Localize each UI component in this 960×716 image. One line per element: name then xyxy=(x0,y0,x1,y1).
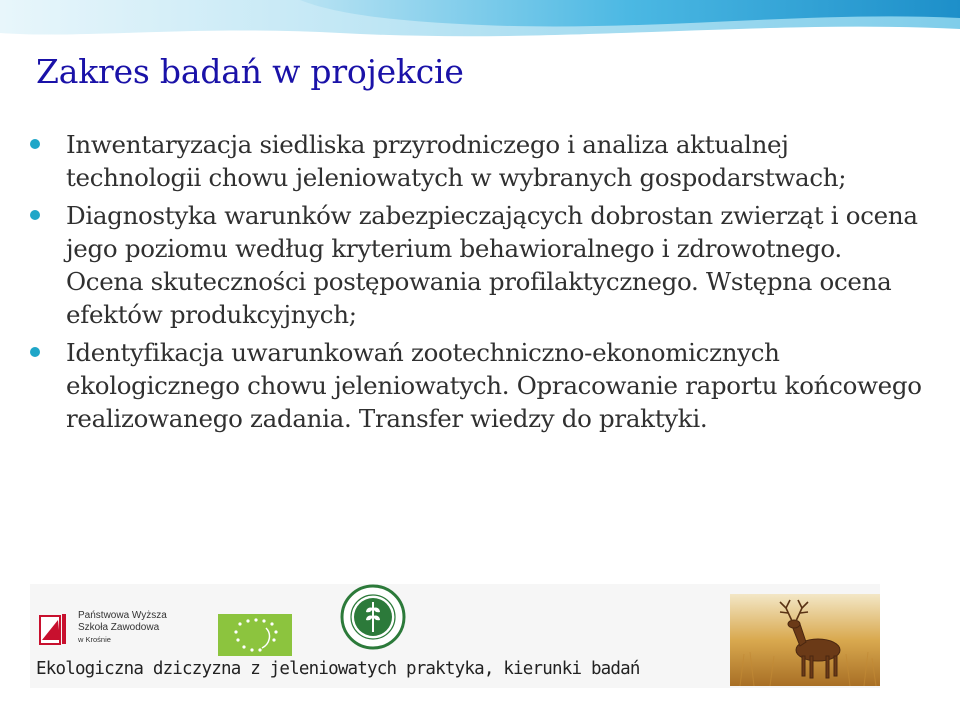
bullet-item xyxy=(26,336,926,435)
footer-caption: Ekologiczna dziczyzna z jeleniowatych praktyka, kierunki badań xyxy=(36,659,640,679)
university-name xyxy=(78,610,167,646)
slide-title: Zakres badań w projekcie xyxy=(36,52,464,91)
wheat-seal-icon xyxy=(340,584,406,650)
deer-photo xyxy=(730,594,880,686)
red-deer-illustration xyxy=(730,594,880,686)
bullet-dot-icon xyxy=(30,139,40,149)
university-name-line1: Państwowa Wyższa xyxy=(78,610,167,621)
bullet-text: Identyfikacja uwarunkowań zootechniczno-ekonomicznych ekologicznego chowu jeleniowatych. Opracowanie raportu końcowego realizowanego zadania. Transfer wiedzy do praktyki. xyxy=(66,338,922,433)
university-logo xyxy=(38,608,188,660)
eu-leaf-icon xyxy=(218,614,292,656)
bullet-text: Diagnostyka warunków zabezpieczających dobrostan zwierząt i ocena jego poziomu według kryterium behawioralnego i zdrowotnego. Ocena skuteczności postępowania profilaktycznego. Wstępna ocena efektów produkcyjnych; xyxy=(66,201,918,329)
organic-association-seal xyxy=(340,584,406,650)
university-name-line3: w Krośnie xyxy=(78,635,111,644)
bullet-list xyxy=(26,128,926,440)
bullet-text: Inwentaryzacja siedliska przyrodniczego i analiza aktualnej technologii chowu jeleniowatych w wybranych gospodarstwach; xyxy=(66,130,847,192)
university-name-line2: Szkoła Zawodowa xyxy=(78,622,160,633)
bullet-item xyxy=(26,199,926,331)
bullet-item xyxy=(26,128,926,194)
header-wave-band xyxy=(0,0,960,58)
eu-organic-leaf-logo xyxy=(218,614,292,656)
bullet-dot-icon xyxy=(30,347,40,357)
wave-decoration xyxy=(0,0,960,58)
bullet-dot-icon xyxy=(30,210,40,220)
university-emblem-icon xyxy=(38,610,72,650)
